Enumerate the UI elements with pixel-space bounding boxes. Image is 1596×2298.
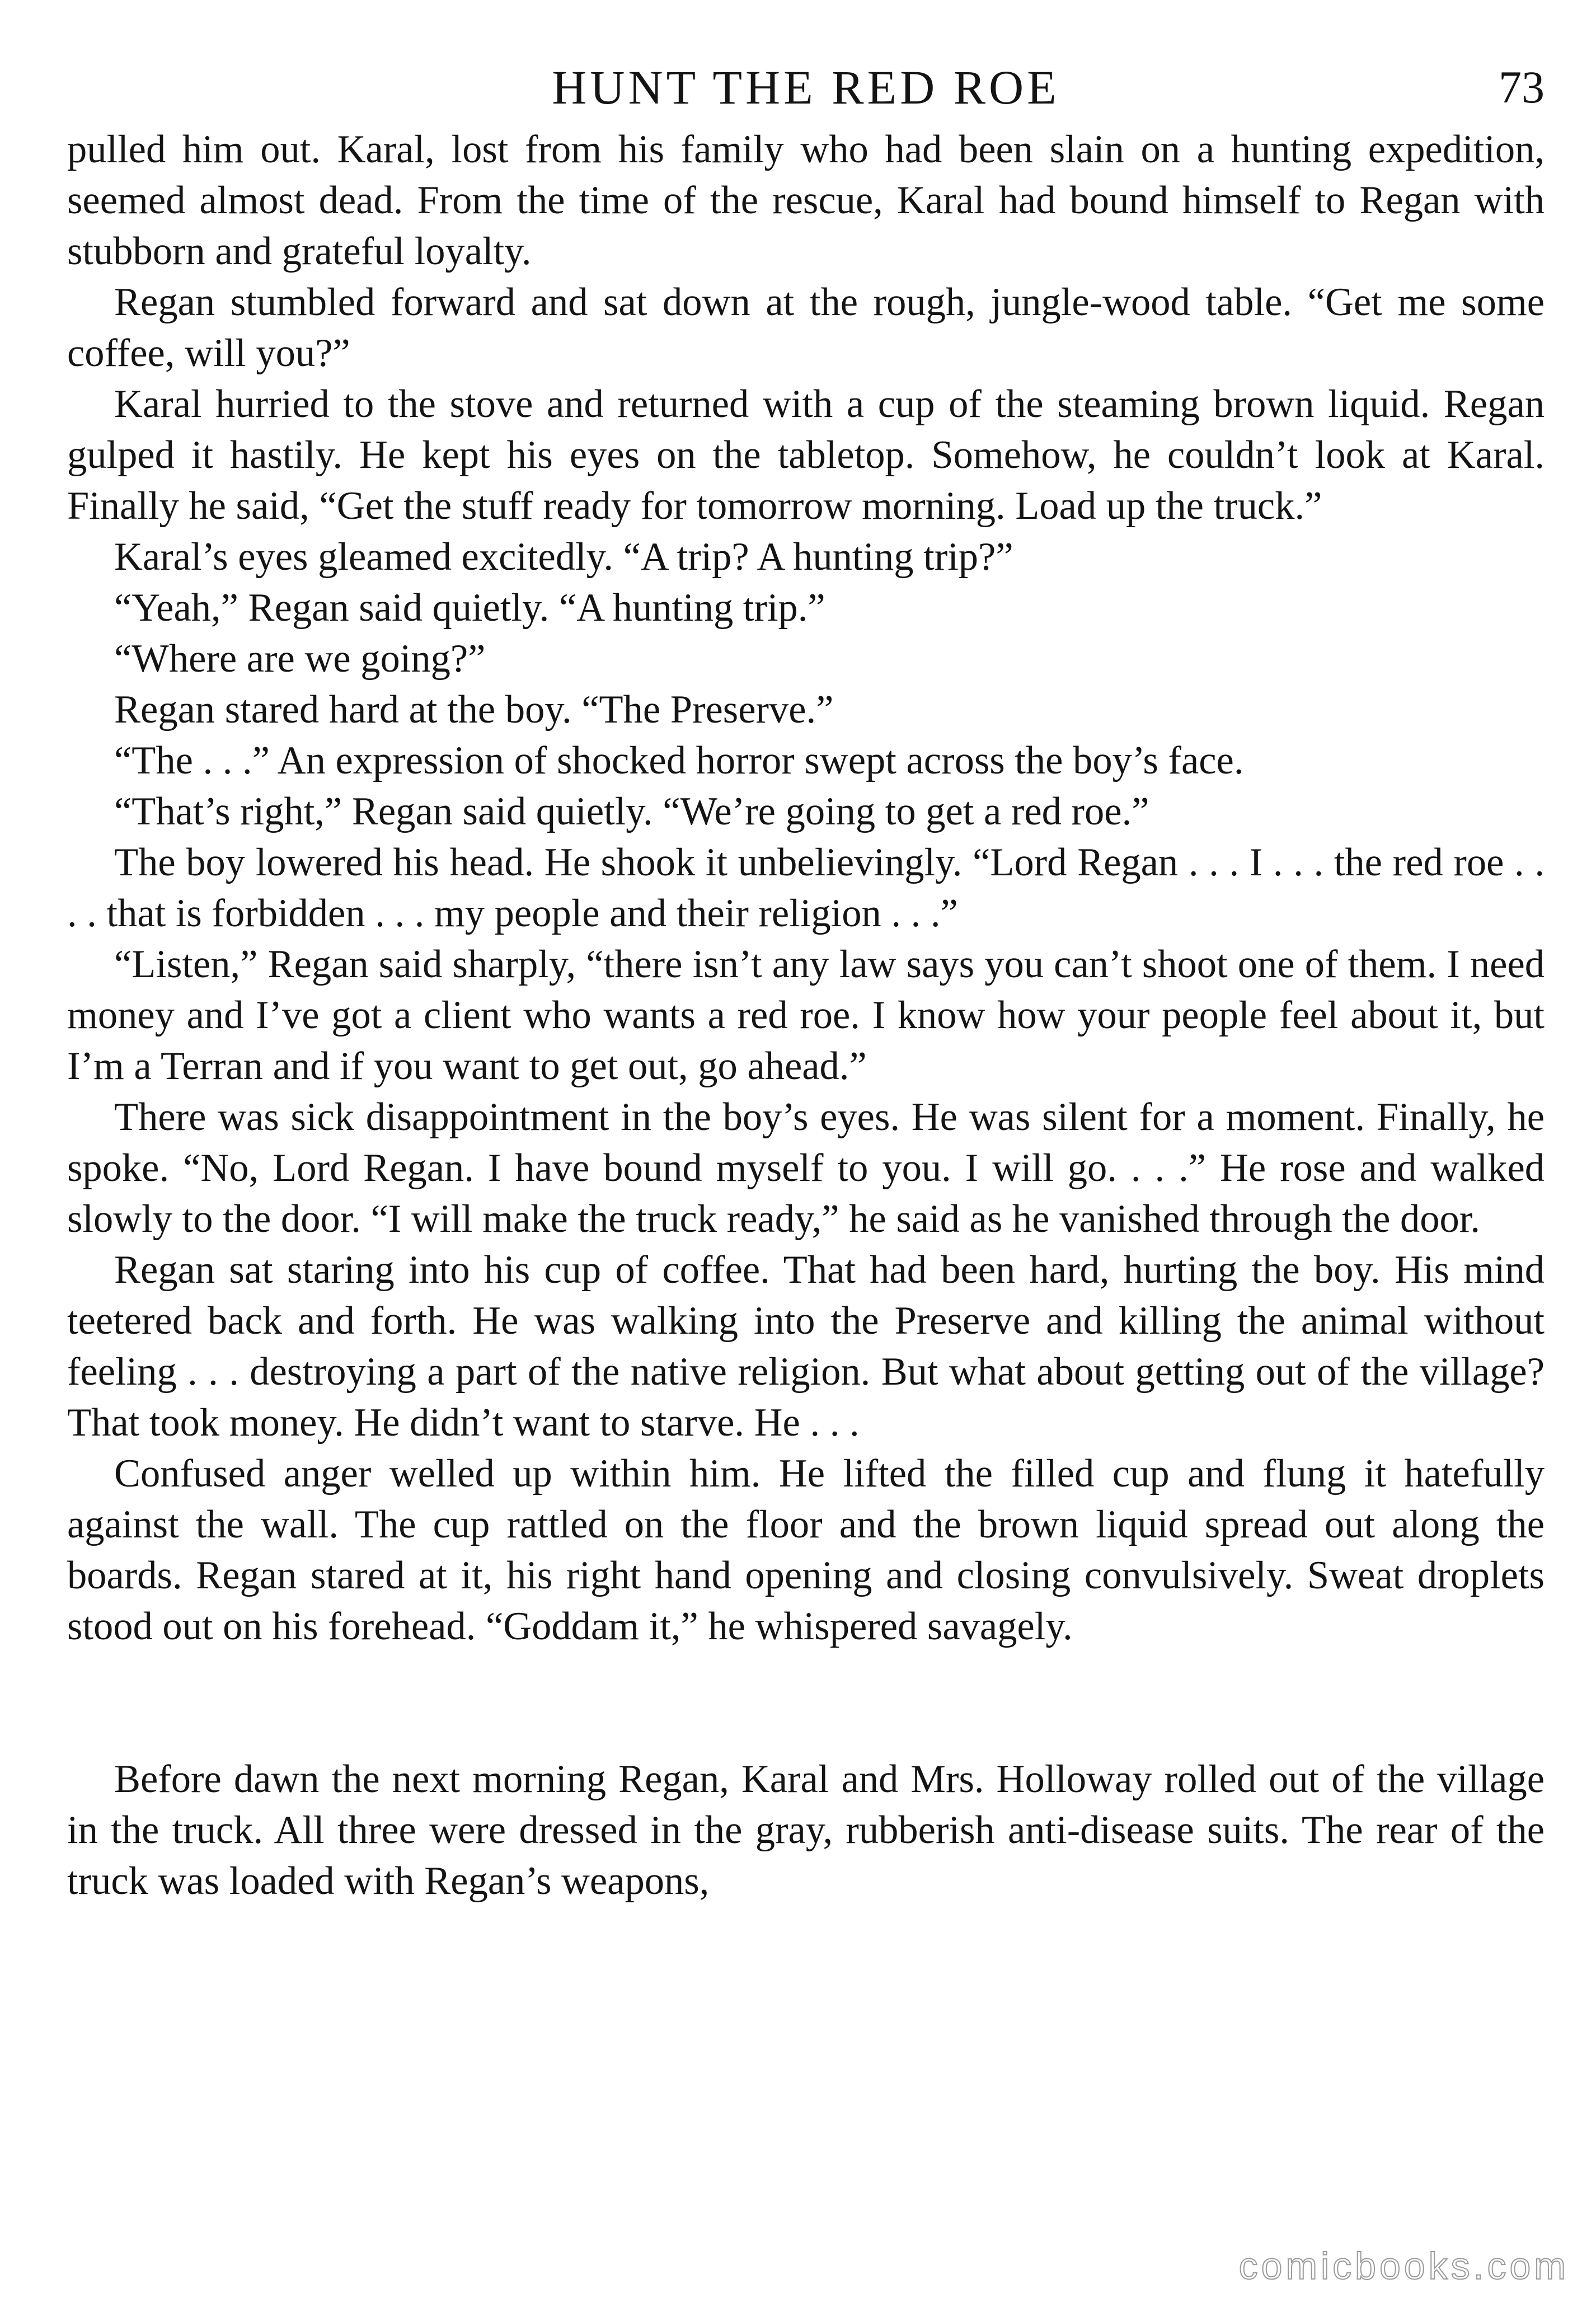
paragraph: pulled him out. Karal, lost from his family who had been slain on a hunting expedition, seemed almost dead. From the time of the rescue, Karal had bound himself to Regan with stubborn and grateful loyalty.: [67, 128, 1545, 273]
paragraph: Regan sat staring into his cup of coffee. That had been hard, hurting the boy. His mind teetered back and forth. He was walking into the Preserve and killing the animal without feeling . . . destroying a part of the native religion. But what about getting out of the village? That took money. He didn’t want to starve. He . . .: [67, 1248, 1545, 1445]
running-title: HUNT THE RED ROE: [552, 60, 1060, 114]
paragraph: Karal’s eyes gleamed excitedly. “A trip? A hunting trip?”: [114, 535, 1013, 579]
paragraph: Regan stared hard at the boy. “The Preserve.”: [114, 688, 834, 731]
paragraph: “Listen,” Regan said sharply, “there isn’t any law says you can’t shoot one of them. I need money and I’ve got a client who wants a red roe. I know how your people feel about it, but I’m a Terran and if you want to get out, go ahead.”: [67, 942, 1545, 1088]
page-header: [67, 54, 1545, 121]
paragraph: The boy lowered his head. He shook it unbelievingly. “Lord Regan . . . I . . . the red roe . . . . that is forbidden . . . my people and their religion . . .”: [67, 841, 1545, 935]
paragraph: Confused anger welled up within him. He lifted the filled cup and flung it hatefully against the wall. The cup rattled on the floor and the brown liquid spread out along the boards. Regan stared at it, his right hand opening and closing convulsively. Sweat droplets stood out on his forehead. “Goddam it,” he whispered savagely.: [67, 1452, 1545, 1648]
paragraph: Karal hurried to the stove and returned with a cup of the steaming brown liquid. Regan gulped it hastily. He kept his eyes on the tabletop. Somehow, he couldn’t look at Karal. Finally he said, “Get the stuff ready for tomorrow morning. Load up the truck.”: [67, 382, 1545, 528]
paragraph: “The . . .” An expression of shocked horror swept across the boy’s face.: [114, 739, 1244, 782]
paragraph: “Yeah,” Regan said quietly. “A hunting trip.”: [114, 586, 825, 630]
paragraph: “That’s right,” Regan said quietly. “We’re going to get a red roe.”: [114, 790, 1149, 833]
watermark: comicbooks.com: [1238, 2245, 1569, 2287]
paragraph: Regan stumbled forward and sat down at the rough, jungle-wood table. “Get me some coffee, will you?”: [67, 280, 1545, 375]
paragraph: “Where are we going?”: [114, 637, 486, 681]
paragraph-section-start: Before dawn the next morning Regan, Karal and Mrs. Holloway rolled out of the village in the truck. All three were dressed in the gray, rubberish anti-disease suits. The rear of the truck was loaded with Regan’s weapons,: [67, 1757, 1545, 1903]
page-number: 73: [1499, 62, 1545, 112]
paragraph: There was sick disappointment in the boy’s eyes. He was silent for a moment. Finally, he spoke. “No, Lord Regan. I have bound myself to you. I will go. . . .” He rose and walked slowly to the door. “I will make the truck ready,” he said as he vanished through the door.: [67, 1095, 1545, 1241]
body-text: [67, 124, 1545, 1907]
